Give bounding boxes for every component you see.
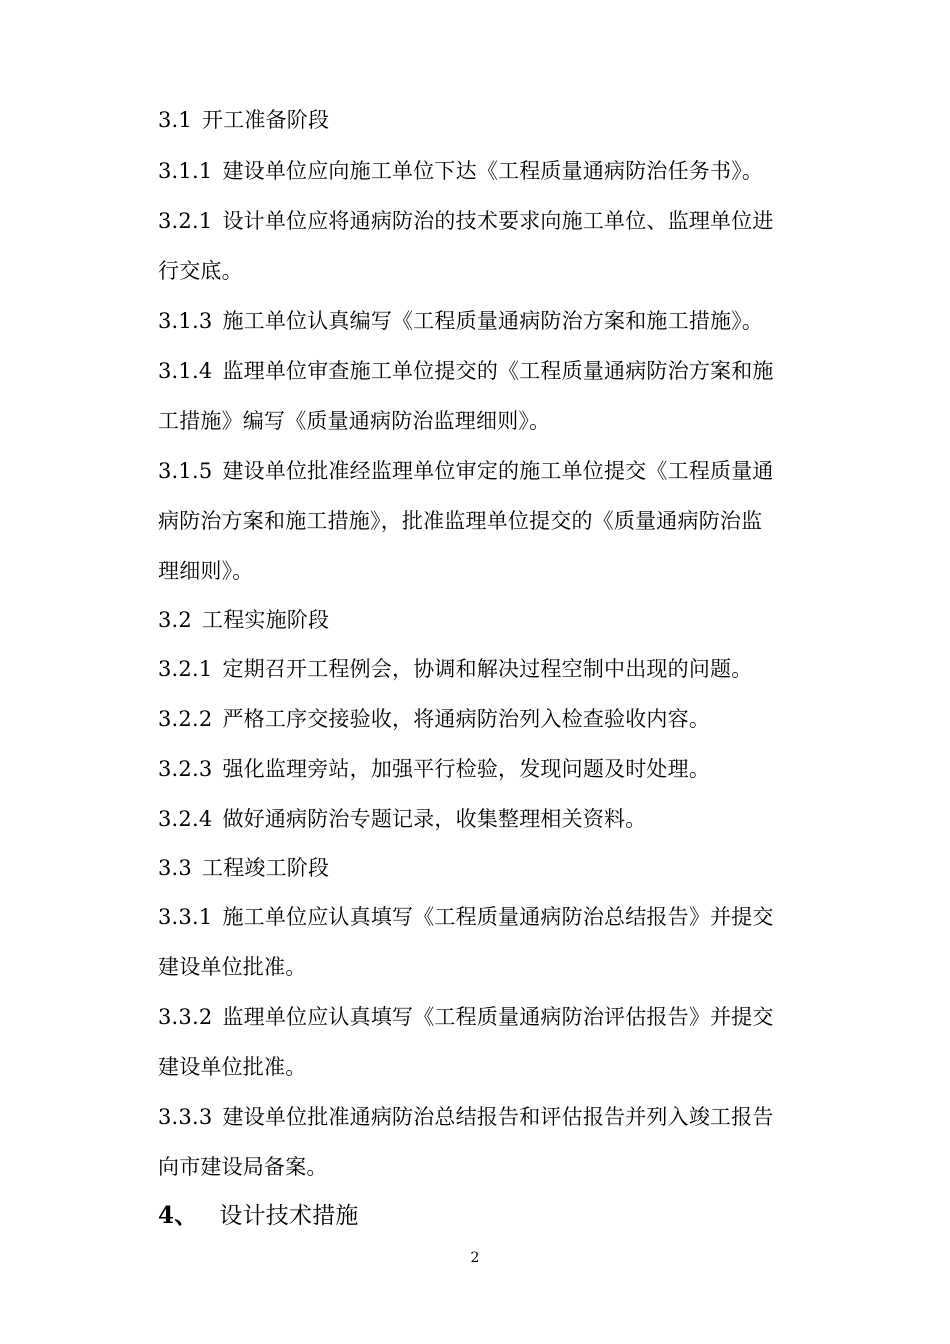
chapter-heading-4 [158,1202,818,1230]
clause-number: 3.1.1 [158,159,213,183]
paragraph-line [158,954,818,980]
page-number: 2 [470,1250,480,1266]
clause-text: 向市建设局备案。 [158,1155,328,1179]
clause-number: 3.2.1 [158,209,213,233]
clause-text: 建设单位批准经监理单位审定的施工单位提交《工程质量通 [222,459,774,483]
clause-text: 建设单位批准通病防治总结报告和评估报告并列入竣工报告 [222,1105,774,1129]
paragraph-line [158,308,818,334]
chapter-number: 4、 [158,1202,198,1229]
clause-number: 3.2.4 [158,807,213,831]
clause-text: 施工单位认真编写《工程质量通病防治方案和施工措施》。 [222,309,764,333]
paragraph-line [158,358,818,384]
clause-number: 3.1.3 [158,309,213,333]
clause-text: 强化监理旁站，加强平行检验，发现问题及时处理。 [222,757,711,781]
clause-text: 施工单位应认真填写《工程质量通病防治总结报告》并提交 [222,905,774,929]
clause-text: 定期召开工程例会，协调和解决过程空制中出现的问题。 [222,657,753,681]
clause-text: 做好通病防治专题记录，收集整理相关资料。 [222,807,647,831]
paragraph-line [158,756,818,782]
paragraph-line [158,1054,818,1080]
clause-number: 3.2.1 [158,657,213,681]
section-heading-3-3 [158,855,818,881]
paragraph-line [158,1104,818,1130]
clause-text: 建设单位批准。 [158,955,307,979]
section-number: 3.1 [158,108,192,132]
clause-number: 3.2.3 [158,757,213,781]
section-title: 工程竣工阶段 [202,856,330,880]
clause-text: 严格工序交接验收，将通病防治列入检查验收内容。 [222,707,711,731]
paragraph-line [158,258,818,284]
clause-text: 监理单位审查施工单位提交的《工程质量通病防治方案和施 [222,359,774,383]
paragraph-line [158,656,818,682]
paragraph-line [158,904,818,930]
paragraph-line [158,706,818,732]
clause-number: 3.3.1 [158,905,213,929]
clause-number: 3.3.2 [158,1005,213,1029]
paragraph-line [158,1004,818,1030]
section-heading-3-1 [158,107,818,133]
clause-number: 3.1.4 [158,359,213,383]
section-title: 开工准备阶段 [202,108,330,132]
clause-text: 监理单位应认真填写《工程质量通病防治评估报告》并提交 [222,1005,774,1029]
paragraph-line [158,558,818,584]
clause-text: 设计单位应将通病防治的技术要求向施工单位、监理单位进 [222,209,774,233]
paragraph-line [158,158,818,184]
paragraph-line [158,458,818,484]
paragraph-line [158,508,818,534]
clause-number: 3.3.3 [158,1105,213,1129]
clause-text: 建设单位应向施工单位下达《工程质量通病防治任务书》。 [222,159,764,183]
clause-text: 行交底。 [158,259,243,283]
section-heading-3-2 [158,607,818,633]
paragraph-line [158,208,818,234]
clause-text: 工措施》编写《质量通病防治监理细则》。 [158,409,551,433]
clause-number: 3.2.2 [158,707,213,731]
section-number: 3.2 [158,608,192,632]
paragraph-line [158,806,818,832]
clause-text: 建设单位批准。 [158,1055,307,1079]
paragraph-line [158,408,818,434]
clause-text: 理细则》。 [158,559,254,583]
section-number: 3.3 [158,856,192,880]
clause-text: 病防治方案和施工措施》，批准监理单位提交的《质量通病防治监 [158,509,763,533]
paragraph-line [158,1154,818,1180]
chapter-title: 设计技术措施 [219,1203,359,1229]
clause-number: 3.1.5 [158,459,213,483]
section-title: 工程实施阶段 [202,608,330,632]
